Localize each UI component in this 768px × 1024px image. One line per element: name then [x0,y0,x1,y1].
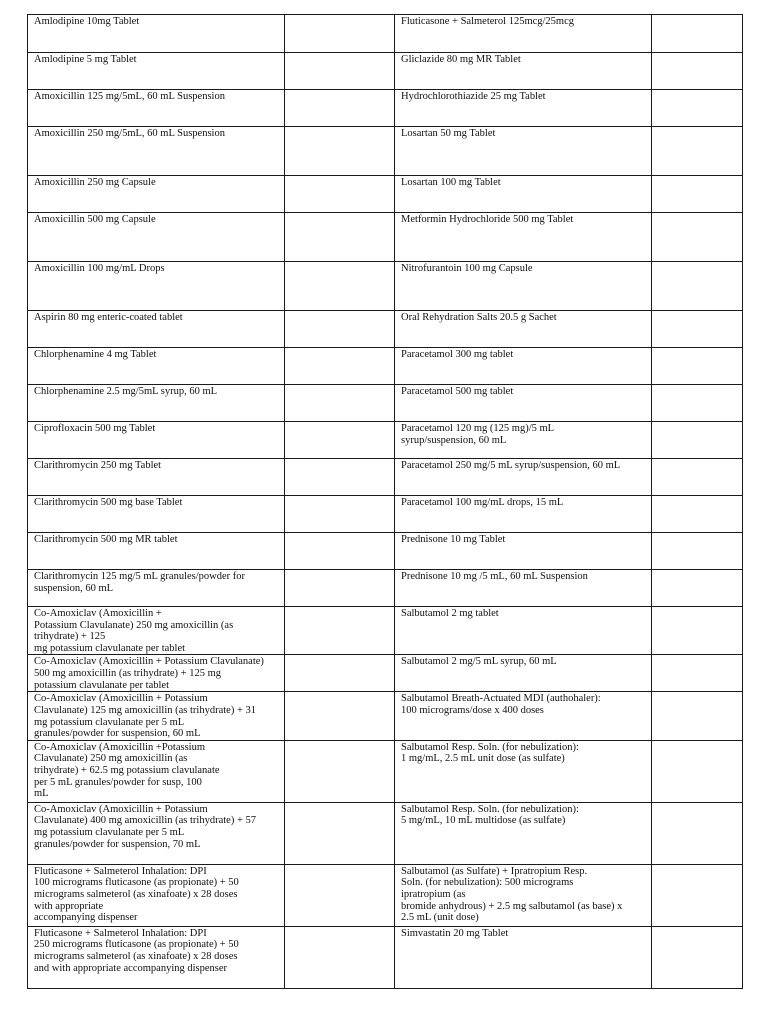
drug-name-left [28,53,285,90]
cell-text: Salbutamol (as Sulfate) + Ipratropium Resp. Soln. (for nebulization): 500 micrograms ipratropium (as bromide anhydrous) + 2.5 mg salbutamol (as base) x 2.5 mL (unit dose) [401,865,623,924]
cell-text: Salbutamol 2 mg/5 mL syrup, 60 mL [401,656,557,668]
drug-name-right [395,15,652,53]
cell-text: Clarithromycin 500 mg base Tablet [34,497,183,508]
drug-name-left [28,655,285,692]
cell-text: Salbutamol Breath-Actuated MDI (authohaler): 100 micrograms/dose x 400 doses [401,693,601,716]
table-row [28,655,743,692]
table-row [28,533,743,570]
table-row [28,90,743,127]
cell-text: Fluticasone + Salmeterol Inhalation: DPI 250 micrograms fluticasone (as propionate) + 50 micrograms salmeterol (as xinafoate) x 28 doses and with appropriate accompanying dispenser [34,927,239,974]
blank-cell-left [285,422,395,459]
cell-text: Co-Amoxiclav (Amoxicillin + Potassium Clavulanate) 500 mg amoxicillin (as trihydrate) + 125 mg potassium clavulanate per tablet [34,656,264,691]
drug-name-left [28,311,285,348]
cell-text: Paracetamol 500 mg tablet [401,386,514,397]
table-row [28,385,743,422]
blank-cell-right [652,459,743,496]
table-row [28,348,743,385]
drug-name-left [28,570,285,607]
table-row [28,740,743,802]
drug-name-left [28,213,285,262]
cell-text: Aspirin 80 mg enteric-coated tablet [34,312,183,323]
cell-text: Amlodipine 5 mg Tablet [34,54,137,65]
table-row [28,802,743,864]
blank-cell-left [285,15,395,53]
blank-cell-right [652,802,743,864]
blank-cell-left [285,90,395,127]
blank-cell-right [652,348,743,385]
cell-text: Oral Rehydration Salts 20.5 g Sachet [401,312,557,323]
cell-text: Paracetamol 300 mg tablet [401,349,514,360]
drug-name-right [395,740,652,802]
cell-text: Amlodipine 10mg Tablet [34,16,140,27]
drug-name-right [395,496,652,533]
drug-name-left [28,422,285,459]
cell-text: Amoxicillin 100 mg/mL Drops [34,263,165,274]
table-row [28,53,743,90]
cell-text: Co-Amoxiclav (Amoxicillin + Potassium Clavulanate) 400 mg amoxicillin (as trihydrate) + 57 mg potassium clavulanate per 5 mL granules/powder for suspension, 70 mL [34,803,256,850]
cell-text: Salbutamol 2 mg tablet [401,608,499,619]
table-row [28,864,743,926]
blank-cell-right [652,926,743,988]
blank-cell-left [285,176,395,213]
drug-name-right [395,213,652,262]
blank-cell-right [652,740,743,802]
drug-name-left [28,15,285,53]
drug-name-left [28,926,285,988]
blank-cell-left [285,655,395,692]
blank-cell-left [285,740,395,802]
blank-cell-right [652,213,743,262]
table-row [28,422,743,459]
blank-cell-left [285,533,395,570]
blank-cell-right [652,262,743,311]
blank-cell-right [652,311,743,348]
cell-text: Salbutamol Resp. Soln. (for nebulization): 1 mg/mL, 2.5 mL unit dose (as sulfate) [401,741,579,765]
drug-name-left [28,740,285,802]
blank-cell-left [285,53,395,90]
drug-name-right [395,90,652,127]
blank-cell-right [652,422,743,459]
cell-text: Amoxicillin 250 mg/5mL, 60 mL Suspension [34,128,225,139]
drug-name-left [28,459,285,496]
blank-cell-right [652,176,743,213]
cell-text: Losartan 50 mg Tablet [401,128,496,139]
cell-text: Chlorphenamine 2.5 mg/5mL syrup, 60 mL [34,386,218,397]
blank-cell-right [652,655,743,692]
cell-text: Salbutamol Resp. Soln. (for nebulization): 5 mg/mL, 10 mL multidose (as sulfate) [401,803,579,827]
drug-name-right [395,127,652,176]
blank-cell-left [285,692,395,740]
cell-text: Losartan 100 mg Tablet [401,177,501,188]
drug-name-right [395,570,652,607]
drug-name-left [28,385,285,422]
table-row [28,496,743,533]
cell-text: Amoxicillin 250 mg Capsule [34,177,156,188]
table-row [28,607,743,655]
blank-cell-right [652,864,743,926]
table-row [28,176,743,213]
blank-cell-left [285,213,395,262]
drug-name-right [395,459,652,496]
blank-cell-right [652,692,743,740]
drug-name-left [28,127,285,176]
drug-name-right [395,53,652,90]
drug-name-left [28,607,285,655]
table-row [28,459,743,496]
drug-name-right [395,348,652,385]
cell-text: Fluticasone + Salmeterol Inhalation: DPI 100 micrograms fluticasone (as propionate) + 50 micrograms salmeterol (as xinafoate) x 28 doses with appropriate accompanying dispenser [34,865,239,924]
blank-cell-left [285,127,395,176]
blank-cell-right [652,607,743,655]
blank-cell-left [285,607,395,655]
drug-name-left [28,496,285,533]
blank-cell-left [285,348,395,385]
drug-name-left [28,176,285,213]
drug-name-right [395,802,652,864]
table-row [28,311,743,348]
cell-text: Clarithromycin 250 mg Tablet [34,460,162,471]
cell-text: Gliclazide 80 mg MR Tablet [401,54,521,65]
blank-cell-right [652,53,743,90]
blank-cell-right [652,385,743,422]
cell-text: Paracetamol 120 mg (125 mg)/5 mL syrup/suspension, 60 mL [401,423,555,446]
drug-name-right [395,385,652,422]
blank-cell-right [652,90,743,127]
cell-text: Nitrofurantoin 100 mg Capsule [401,263,533,274]
cell-text: Prednisone 10 mg Tablet [401,534,506,545]
cell-text: Prednisone 10 mg /5 mL, 60 mL Suspension [401,571,588,582]
cell-text: Clarithromycin 500 mg MR tablet [34,534,178,545]
blank-cell-left [285,926,395,988]
medicine-table [27,14,743,989]
drug-name-left [28,533,285,570]
drug-name-right [395,926,652,988]
table-row [28,127,743,176]
table-row [28,570,743,607]
drug-name-right [395,176,652,213]
drug-name-left [28,692,285,740]
blank-cell-left [285,459,395,496]
blank-cell-right [652,570,743,607]
drug-name-right [395,607,652,655]
cell-text: Hydrochlorothiazide 25 mg Tablet [401,91,546,102]
cell-text: Metformin Hydrochloride 500 mg Tablet [401,214,574,225]
blank-cell-right [652,127,743,176]
blank-cell-right [652,15,743,53]
blank-cell-right [652,496,743,533]
cell-text: Co-Amoxiclav (Amoxicillin +Potassium Clavulanate) 250 mg amoxicillin (as trihydrate) + 62.5 mg potassium clavulanate per 5 mL granules/powder for susp, 100 mL [34,741,220,800]
drug-name-right [395,692,652,740]
blank-cell-left [285,496,395,533]
table-row [28,262,743,311]
cell-text: Clarithromycin 125 mg/5 mL granules/powder for suspension, 60 mL [34,571,246,594]
drug-name-left [28,90,285,127]
drug-name-right [395,311,652,348]
table-row [28,15,743,53]
table-row [28,213,743,262]
drug-name-left [28,864,285,926]
blank-cell-left [285,802,395,864]
cell-text: Amoxicillin 125 mg/5mL, 60 mL Suspension [34,91,225,102]
drug-name-right [395,533,652,570]
table-row [28,692,743,740]
blank-cell-right [652,533,743,570]
blank-cell-left [285,311,395,348]
medicine-table-body [28,15,743,989]
blank-cell-left [285,570,395,607]
blank-cell-left [285,385,395,422]
drug-name-right [395,864,652,926]
drug-name-right [395,422,652,459]
table-row [28,926,743,988]
cell-text: Co-Amoxiclav (Amoxicillin + Potassium Clavulanate) 250 mg amoxicillin (as trihydrate) + 125 mg potassium clavulanate per tablet [34,608,234,654]
drug-name-left [28,262,285,311]
drug-name-right [395,262,652,311]
cell-text: Fluticasone + Salmeterol 125mcg/25mcg [401,16,575,27]
cell-text: Chlorphenamine 4 mg Tablet [34,349,157,360]
cell-text: Amoxicillin 500 mg Capsule [34,214,156,225]
cell-text: Simvastatin 20 mg Tablet [401,927,509,939]
cell-text: Paracetamol 250 mg/5 mL syrup/suspension, 60 mL [401,460,621,471]
drug-name-left [28,348,285,385]
cell-text: Ciprofloxacin 500 mg Tablet [34,423,156,434]
cell-text: Paracetamol 100 mg/mL drops, 15 mL [401,497,564,508]
blank-cell-left [285,262,395,311]
drug-name-right [395,655,652,692]
drug-name-left [28,802,285,864]
cell-text: Co-Amoxiclav (Amoxicillin + Potassium Clavulanate) 125 mg amoxicillin (as trihydrate) + 31 mg potassium clavulanate per 5 mL granules/powder for suspension, 60 mL [34,693,256,740]
blank-cell-left [285,864,395,926]
